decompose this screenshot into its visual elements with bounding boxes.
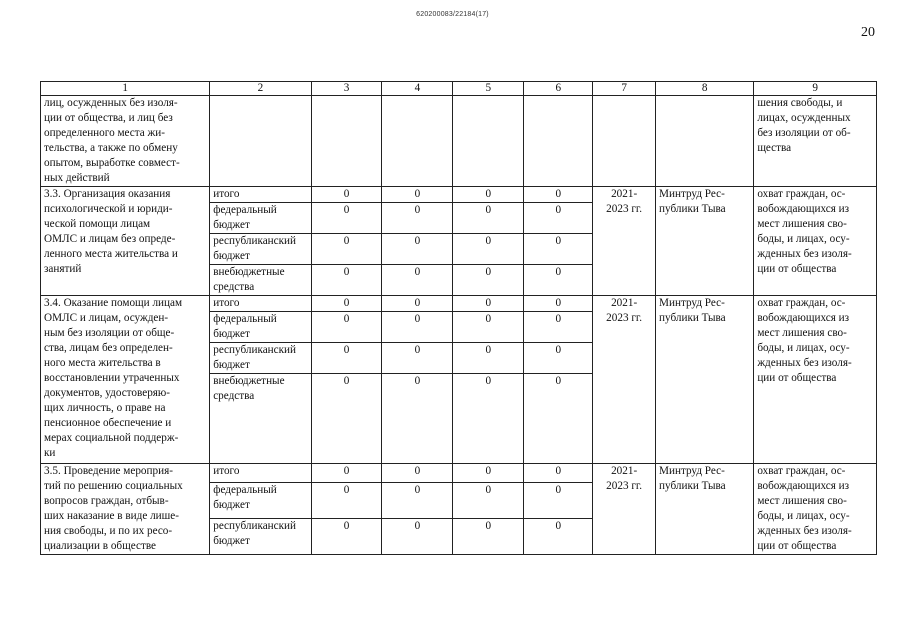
amount-cell: 0 — [453, 312, 524, 343]
empty-cell — [210, 96, 311, 187]
page-number: 20 — [861, 25, 875, 40]
amount-cell: 0 — [382, 312, 453, 343]
funding-source: внебюджетные средства — [210, 265, 311, 296]
funding-source: итого — [210, 187, 311, 203]
amount-cell: 0 — [524, 234, 593, 265]
measure-continuation: лиц, осужденных без изоля- ции от общества, и лиц без определенного места жи- тельства, а также по обмену опытом, выработке совмест- ных действий — [41, 96, 210, 187]
target-indicator: охват граждан, ос- вобождающихся из мест лишения сво- боды, и лицах, осу- жденных без изоля- ции от общества — [754, 464, 877, 555]
implementation-period: 2021- 2023 гг. — [593, 296, 656, 464]
empty-cell — [311, 96, 382, 187]
amount-cell: 0 — [453, 203, 524, 234]
funding-row — [41, 464, 877, 483]
amount-cell: 0 — [524, 374, 593, 464]
column-header: 5 — [453, 82, 524, 96]
empty-cell — [382, 96, 453, 187]
amount-cell: 0 — [311, 296, 382, 312]
target-indicator: охват граждан, ос- вобождающихся из мест лишения сво- боды, и лицах, осу- жденных без изоля- ции от общества — [754, 187, 877, 296]
column-header: 1 — [41, 82, 210, 96]
amount-cell: 0 — [382, 343, 453, 374]
amount-cell: 0 — [311, 518, 382, 554]
column-header: 3 — [311, 82, 382, 96]
empty-cell — [524, 96, 593, 187]
amount-cell: 0 — [311, 312, 382, 343]
amount-cell: 0 — [382, 482, 453, 518]
amount-cell: 0 — [524, 203, 593, 234]
column-header: 8 — [656, 82, 754, 96]
amount-cell: 0 — [311, 234, 382, 265]
amount-cell: 0 — [453, 187, 524, 203]
program-measures-table — [40, 81, 877, 555]
amount-cell: 0 — [311, 265, 382, 296]
funding-row — [41, 296, 877, 312]
funding-source: федеральный бюджет — [210, 203, 311, 234]
document-id: 620200083/22184(17) — [416, 11, 489, 18]
amount-cell: 0 — [524, 482, 593, 518]
amount-cell: 0 — [524, 518, 593, 554]
measure-name: 3.3. Организация оказания психологической и юриди- ческой помощи лицам ОМЛС и лицам без опреде- ленного места жительства и занятий — [41, 187, 210, 296]
amount-cell: 0 — [453, 234, 524, 265]
amount-cell: 0 — [453, 265, 524, 296]
amount-cell: 0 — [524, 464, 593, 483]
amount-cell: 0 — [311, 203, 382, 234]
amount-cell: 0 — [453, 343, 524, 374]
continuation-row — [41, 96, 877, 187]
amount-cell: 0 — [453, 374, 524, 464]
empty-cell — [593, 96, 656, 187]
funding-source: итого — [210, 296, 311, 312]
amount-cell: 0 — [524, 343, 593, 374]
amount-cell: 0 — [453, 296, 524, 312]
amount-cell: 0 — [311, 343, 382, 374]
amount-cell: 0 — [524, 187, 593, 203]
amount-cell: 0 — [382, 464, 453, 483]
amount-cell: 0 — [382, 374, 453, 464]
funding-source: республиканский бюджет — [210, 518, 311, 554]
measure-name: 3.5. Проведение мероприя- тий по решению социальных вопросов граждан, отбыв- ших наказание в виде лише- ния свободы, и по их ресо- циализации в обществе — [41, 464, 210, 555]
column-header: 2 — [210, 82, 311, 96]
column-header: 4 — [382, 82, 453, 96]
amount-cell: 0 — [311, 464, 382, 483]
amount-cell: 0 — [311, 374, 382, 464]
funding-row — [41, 187, 877, 203]
responsible-executor: Минтруд Рес- публики Тыва — [656, 464, 754, 555]
column-header: 9 — [754, 82, 877, 96]
amount-cell: 0 — [382, 265, 453, 296]
amount-cell: 0 — [382, 234, 453, 265]
amount-cell: 0 — [453, 518, 524, 554]
amount-cell: 0 — [311, 187, 382, 203]
target-indicator: охват граждан, ос- вобождающихся из мест лишения сво- боды, и лицах, осу- жденных без изоля- ции от общества — [754, 296, 877, 464]
amount-cell: 0 — [524, 265, 593, 296]
amount-cell: 0 — [382, 518, 453, 554]
column-header: 6 — [524, 82, 593, 96]
funding-source: республиканский бюджет — [210, 343, 311, 374]
funding-source: федеральный бюджет — [210, 312, 311, 343]
column-header: 7 — [593, 82, 656, 96]
empty-cell — [453, 96, 524, 187]
amount-cell: 0 — [311, 482, 382, 518]
empty-cell — [656, 96, 754, 187]
responsible-executor: Минтруд Рес- публики Тыва — [656, 296, 754, 464]
column-number-row — [41, 82, 877, 96]
implementation-period: 2021- 2023 гг. — [593, 187, 656, 296]
amount-cell: 0 — [524, 296, 593, 312]
implementation-period: 2021- 2023 гг. — [593, 464, 656, 555]
amount-cell: 0 — [453, 464, 524, 483]
responsible-executor: Минтруд Рес- публики Тыва — [656, 187, 754, 296]
amount-cell: 0 — [453, 482, 524, 518]
amount-cell: 0 — [524, 312, 593, 343]
measure-name: 3.4. Оказание помощи лицам ОМЛС и лицам, осужден- ным без изоляции от обще- ства, лицам без определен- ного места жительства в восстановлении утраченных документов, удостоверяю- щих личность, о праве на пенсионное обеспечение и мерах социальной поддерж- ки — [41, 296, 210, 464]
funding-source: федеральный бюджет — [210, 482, 311, 518]
funding-source: итого — [210, 464, 311, 483]
amount-cell: 0 — [382, 296, 453, 312]
funding-source: внебюджетные средства — [210, 374, 311, 464]
amount-cell: 0 — [382, 203, 453, 234]
indicator-continuation: шения свободы, и лицах, осужденных без изоляции от об- щества — [754, 96, 877, 187]
funding-source: республиканский бюджет — [210, 234, 311, 265]
amount-cell: 0 — [382, 187, 453, 203]
